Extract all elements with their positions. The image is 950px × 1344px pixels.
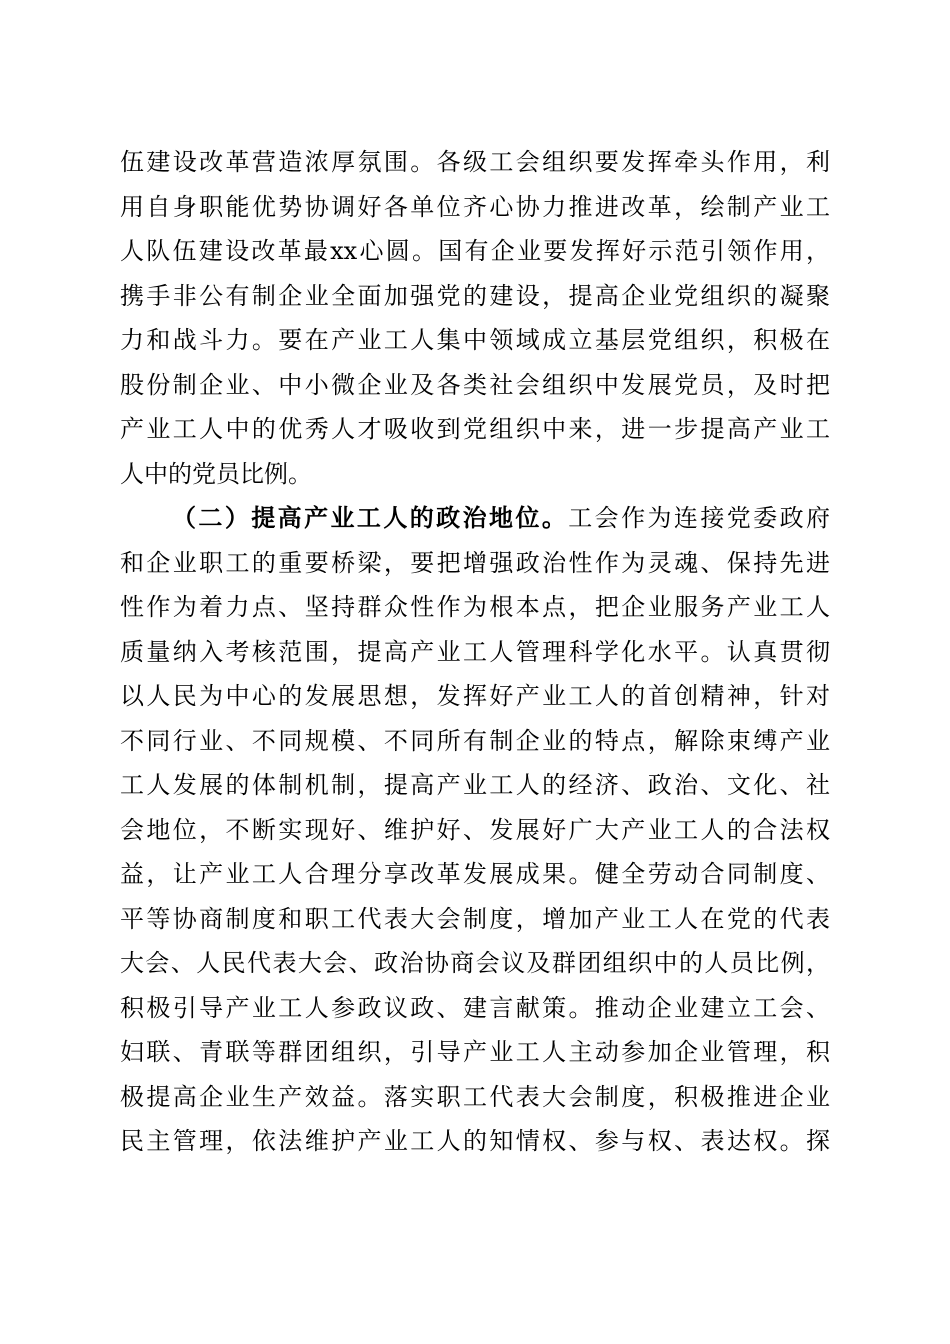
body-line: 大会、人民代表大会、政治协商会议及群团组织中的人员比例， — [120, 949, 830, 977]
body-line: 极提高企业生产效益。落实职工代表大会制度，积极推进企业 — [120, 1082, 830, 1111]
body-line: 民主管理，依法维护产业工人的知情权、参与权、表达权。探 — [120, 1127, 830, 1155]
body-line: 股份制企业、中小微企业及各类社会组织中发展党员，及时把 — [120, 370, 830, 399]
body-line: 人中的党员比例。 — [120, 459, 312, 488]
body-line: 人队伍建设改革最xx心圆。国有企业要发挥好示范引领作用， — [120, 237, 830, 265]
body-line: 伍建设改革营造浓厚氛围。各级工会组织要发挥牵头作用，利 — [120, 148, 830, 176]
body-line: 携手非公有制企业全面加强党的建设，提高企业党组织的凝聚 — [120, 281, 830, 310]
body-line: 益，让产业工人合理分享改革发展成果。健全劳动合同制度、 — [120, 860, 830, 888]
document-body — [120, 140, 830, 1164]
body-line: 会地位，不断实现好、维护好、发展好广大产业工人的合法权 — [120, 815, 830, 844]
body-line: 力和战斗力。要在产业工人集中领域成立基层党组织，积极在 — [120, 326, 830, 354]
body-line: 用自身职能优势协调好各单位齐心协力推进改革，绘制产业工 — [120, 192, 830, 221]
section-heading: （二）提高产业工人的政治地位。 — [172, 503, 569, 532]
body-line: 以人民为中心的发展思想，发挥好产业工人的首创精神，针对 — [120, 682, 830, 710]
body-line: 妇联、青联等群团组织，引导产业工人主动参加企业管理，积 — [120, 1038, 830, 1066]
body-line: 不同行业、不同规模、不同所有制企业的特点，解除束缚产业 — [120, 726, 830, 755]
body-line: 和企业职工的重要桥梁，要把增强政治性作为灵魂、保持先进 — [120, 548, 830, 577]
section-first-line — [120, 496, 830, 541]
body-line: 积极引导产业工人参政议政、建言献策。推动企业建立工会、 — [120, 993, 830, 1022]
section-first-line-text: 工会作为连接党委政府 — [568, 504, 830, 532]
body-line: 产业工人中的优秀人才吸收到党组织中来，进一步提高产业工 — [120, 415, 830, 443]
body-line: 平等协商制度和职工代表大会制度，增加产业工人在党的代表 — [120, 904, 830, 933]
body-line: 性作为着力点、坚持群众性作为根本点，把企业服务产业工人 — [120, 593, 830, 621]
body-line: 质量纳入考核范围，提高产业工人管理科学化水平。认真贯彻 — [120, 637, 830, 666]
body-line: 工人发展的体制机制，提高产业工人的经济、政治、文化、社 — [120, 771, 830, 799]
